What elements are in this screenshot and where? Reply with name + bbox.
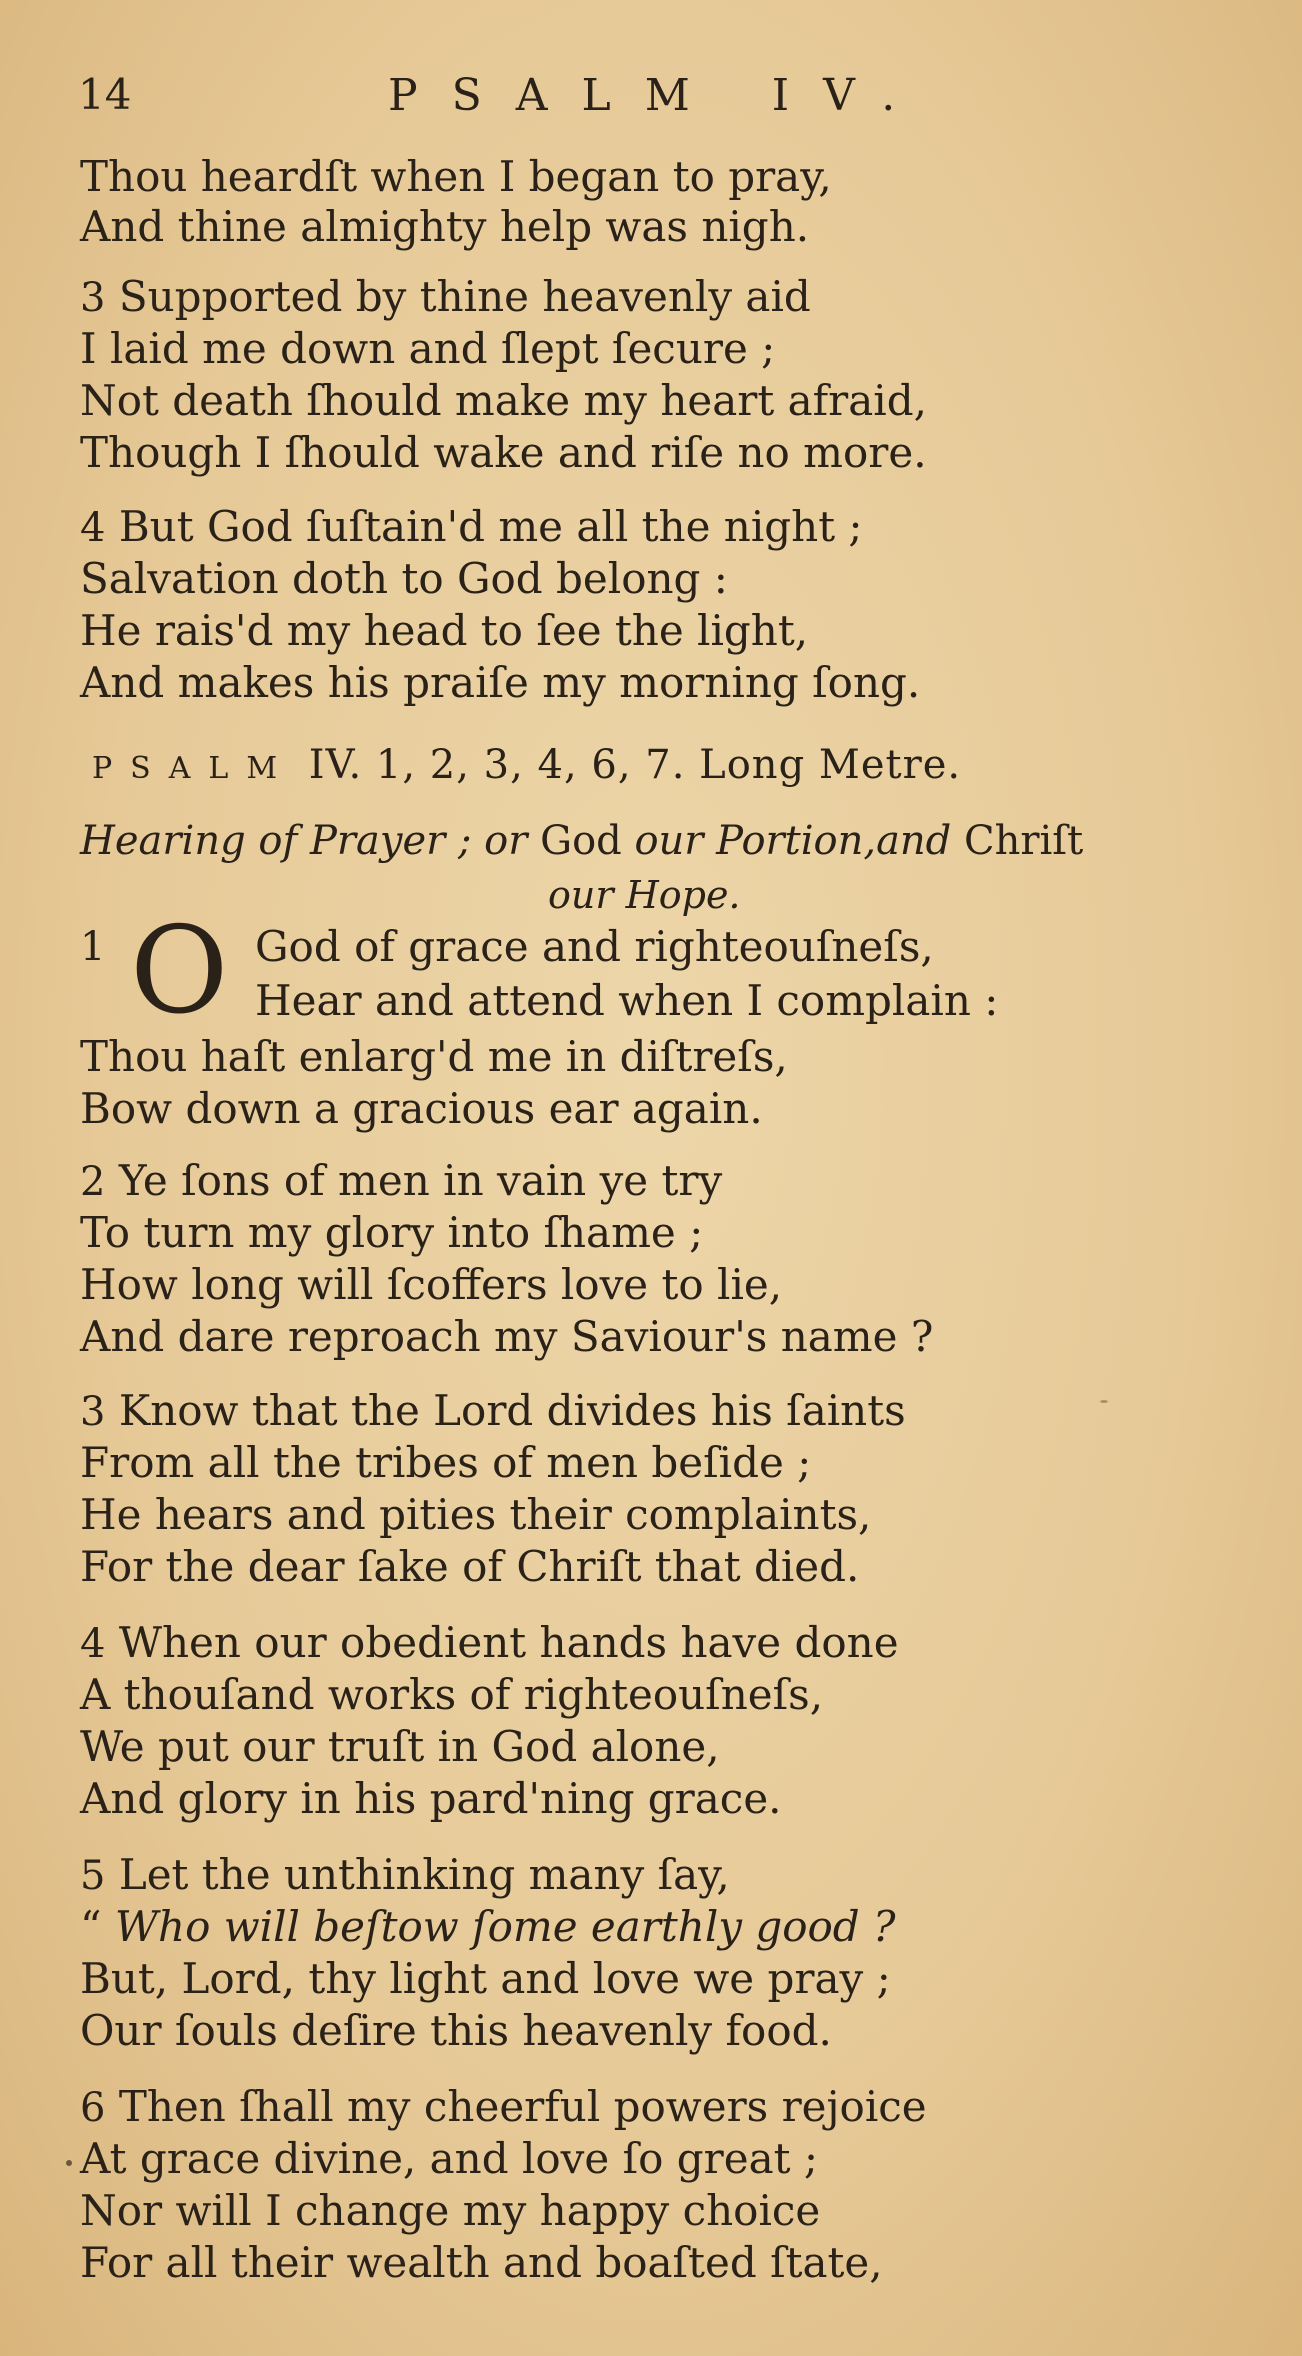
verse-text: But God ſuſtain'd me all the night ; <box>118 502 863 551</box>
verse-line: A thouſand works of righteouſneſs, <box>80 1670 824 1719</box>
verse-line: For all their wealth and boaſted ſtate, <box>80 2238 883 2287</box>
stanza-number: 1 <box>80 924 106 970</box>
verse-line: Our ſouls deſire this heavenly food. <box>80 2006 832 2055</box>
verse-text: Who will beſtow ſome earthly good ? <box>114 1902 896 1951</box>
verse-line: Nor will I change my happy choice <box>80 2186 821 2235</box>
stanza-2-line-1 <box>80 1154 722 1209</box>
stanza-number: 2 <box>80 1159 106 1205</box>
heading-rest: IV. 1, 2, 3, 4, 6, 7. Long Metre. <box>308 742 962 788</box>
verse-line: Bow down a gracious ear again. <box>80 1084 763 1133</box>
quoted-line <box>80 1900 896 1954</box>
verse-line: Though I ſhould wake and riſe no more. <box>80 428 927 477</box>
verse-line: Hear and attend when I complain : <box>255 976 999 1025</box>
subtitle-part: our Portion,and <box>621 818 964 864</box>
stanza-number: 5 <box>80 1853 106 1899</box>
subtitle-part: God <box>540 818 622 864</box>
psalm-subtitle <box>80 814 1083 868</box>
stanza-3b-line-1 <box>80 1384 906 1439</box>
psalm-heading <box>92 738 961 796</box>
verse-line: Salvation doth to God belong : <box>80 554 728 603</box>
stanza-4-line-1 <box>80 500 863 555</box>
verse-line: And makes his praiſe my morning ſong. <box>80 658 921 707</box>
verse-line: We put our truſt in God alone, <box>80 1722 720 1771</box>
verse-line: I laid me down and ſlept ſecure ; <box>80 324 776 373</box>
stanza-3-line-1 <box>80 270 811 325</box>
verse-line: From all the tribes of men beſide ; <box>80 1438 812 1487</box>
page-header <box>78 70 1228 130</box>
ink-speck <box>66 2160 72 2166</box>
verse-line: Thou heardſt when I began to pray, <box>80 152 832 201</box>
verse-line: Thou haſt enlarg'd me in diſtreſs, <box>80 1032 788 1081</box>
verse-line: God of grace and righteouſneſs, <box>255 922 934 971</box>
verse-text: Supported by thine heavenly aid <box>118 272 811 321</box>
page-number: 14 <box>78 70 132 119</box>
verse-line: But, Lord, thy light and love we pray ; <box>80 1954 891 2003</box>
stanza-5-line-1 <box>80 1848 730 1903</box>
ink-speck <box>1100 1400 1108 1403</box>
drop-cap: O <box>130 902 229 1041</box>
running-title: PSALM IV. <box>388 70 930 121</box>
verse-text: Know that the Lord divides his ſaints <box>118 1386 906 1435</box>
subtitle-part: or <box>471 818 541 864</box>
psalm-word: PSALM <box>92 751 296 786</box>
psalm-subtitle-2: our Hope. <box>548 873 741 917</box>
verse-line: To turn my glory into ſhame ; <box>80 1208 704 1257</box>
verse-text: Then ſhall my cheerful powers rejoice <box>118 2082 927 2131</box>
verse-text: Let the unthinking many ſay, <box>118 1850 730 1899</box>
verse-text: When our obedient hands have done <box>118 1618 899 1667</box>
verse-line: Not death ſhould make my heart afraid, <box>80 376 927 425</box>
subtitle-part: Chriſt <box>964 818 1084 864</box>
verse-line: He rais'd my head to ſee the light, <box>80 606 809 655</box>
verse-line: And thine almighty help was nigh. <box>80 202 810 251</box>
stanza-number: 4 <box>80 1621 106 1667</box>
open-quote: “ <box>80 1902 102 1951</box>
verse-line: For the dear ſake of Chriſt that died. <box>80 1542 860 1591</box>
verse-text: Ye ſons of men in vain ye try <box>118 1156 723 1205</box>
stanza-6-line-1 <box>80 2080 927 2135</box>
stanza-number: 6 <box>80 2085 106 2131</box>
verse-line: He hears and pities their complaints, <box>80 1490 872 1539</box>
stanza-number: 4 <box>80 505 106 551</box>
stanza-number: 3 <box>80 1389 106 1435</box>
verse-line: At grace divine, and love ſo great ; <box>80 2134 819 2183</box>
subtitle-part: Hearing of Prayer ; <box>80 818 472 864</box>
verse-line: And glory in his pard'ning grace. <box>80 1774 782 1823</box>
verse-line: And dare reproach my Saviour's name ? <box>80 1312 934 1361</box>
stanza-4b-line-1 <box>80 1616 899 1671</box>
verse-line: How long will ſcoffers love to lie, <box>80 1260 783 1309</box>
stanza-number: 3 <box>80 275 106 321</box>
